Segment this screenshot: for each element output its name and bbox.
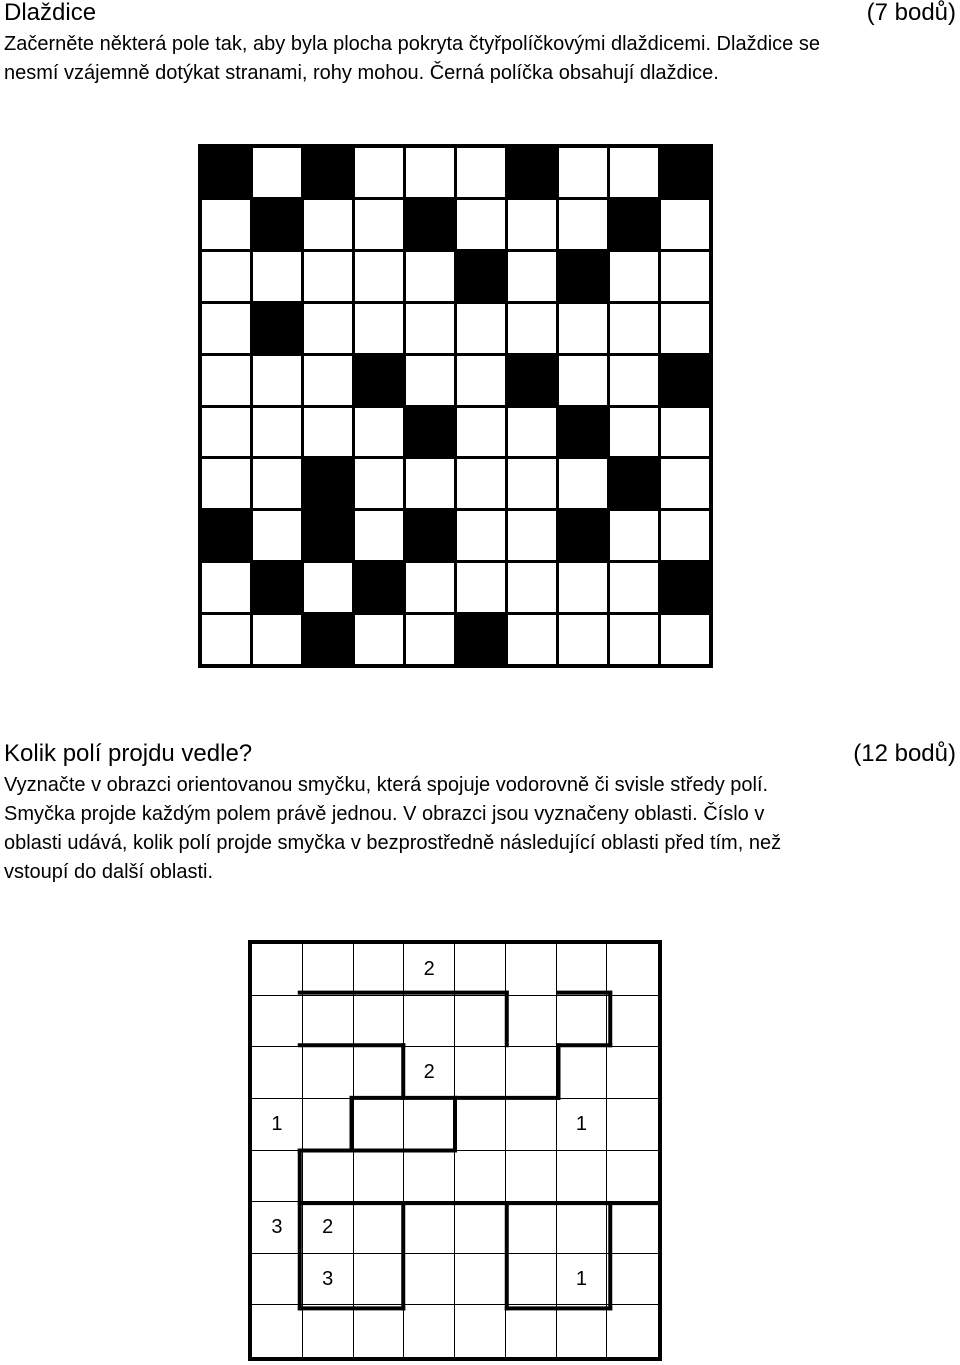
white-cell[interactable]	[202, 304, 250, 353]
white-cell[interactable]	[304, 304, 352, 353]
white-cell[interactable]	[508, 200, 556, 249]
loop-cell[interactable]	[557, 1099, 608, 1151]
loop-cell[interactable]	[557, 996, 608, 1048]
loop-cell[interactable]	[506, 1254, 557, 1306]
region-number: 2	[423, 957, 435, 980]
white-cell[interactable]	[610, 563, 658, 612]
loop-cell[interactable]	[252, 1151, 303, 1203]
white-cell[interactable]	[355, 408, 403, 457]
black-cell[interactable]	[406, 511, 454, 560]
white-cell[interactable]	[610, 252, 658, 301]
white-cell[interactable]	[355, 615, 403, 664]
loop-cell[interactable]	[252, 1305, 303, 1357]
loop-cell[interactable]	[455, 1047, 506, 1099]
section2-text-line: Vyznačte v obrazci orientovanou smyčku, která spojuje vodorovně či svisle středy polí.	[4, 774, 769, 796]
white-cell[interactable]	[202, 615, 250, 664]
black-cell[interactable]	[559, 252, 607, 301]
loop-cell[interactable]	[354, 996, 405, 1048]
loop-cell[interactable]	[506, 996, 557, 1048]
white-cell[interactable]	[457, 563, 505, 612]
loop-cell[interactable]	[607, 1151, 658, 1203]
white-cell[interactable]	[253, 615, 301, 664]
loop-cell[interactable]	[404, 1151, 455, 1203]
loop-cell[interactable]	[354, 1151, 405, 1203]
white-cell[interactable]	[406, 615, 454, 664]
loop-cell[interactable]	[455, 1254, 506, 1306]
black-cell[interactable]	[304, 615, 352, 664]
black-cell[interactable]	[355, 356, 403, 405]
loop-puzzle-grid	[248, 940, 662, 1361]
black-cell[interactable]	[661, 563, 709, 612]
loop-cell[interactable]	[557, 944, 608, 996]
loop-cell[interactable]	[404, 1305, 455, 1357]
white-cell[interactable]	[457, 148, 505, 197]
white-cell[interactable]	[406, 304, 454, 353]
white-cell[interactable]	[508, 615, 556, 664]
region-number: 1	[575, 1267, 587, 1290]
white-cell[interactable]	[610, 304, 658, 353]
white-cell[interactable]	[355, 459, 403, 508]
white-cell[interactable]	[304, 356, 352, 405]
black-cell[interactable]	[253, 304, 301, 353]
white-cell[interactable]	[610, 615, 658, 664]
loop-cell[interactable]	[252, 996, 303, 1048]
loop-cell[interactable]	[506, 1151, 557, 1203]
loop-cell[interactable]	[506, 1305, 557, 1357]
black-cell[interactable]	[559, 408, 607, 457]
white-cell[interactable]	[406, 252, 454, 301]
loop-cell[interactable]	[404, 996, 455, 1048]
white-cell[interactable]	[457, 408, 505, 457]
white-cell[interactable]	[610, 356, 658, 405]
white-cell[interactable]	[355, 252, 403, 301]
loop-cell[interactable]	[607, 1202, 658, 1254]
loop-cell[interactable]	[354, 1202, 405, 1254]
black-cell[interactable]	[610, 200, 658, 249]
black-cell[interactable]	[457, 615, 505, 664]
white-cell[interactable]	[304, 200, 352, 249]
white-cell[interactable]	[355, 304, 403, 353]
loop-cell[interactable]	[404, 944, 455, 996]
white-cell[interactable]	[202, 356, 250, 405]
black-cell[interactable]	[202, 511, 250, 560]
white-cell[interactable]	[202, 252, 250, 301]
section1-title: Dlaždice	[4, 0, 97, 26]
white-cell[interactable]	[457, 304, 505, 353]
region-number: 2	[423, 1061, 435, 1084]
loop-cell[interactable]	[303, 944, 354, 996]
black-cell[interactable]	[508, 356, 556, 405]
white-cell[interactable]	[457, 459, 505, 508]
black-cell[interactable]	[559, 511, 607, 560]
loop-cell[interactable]	[506, 944, 557, 996]
black-cell[interactable]	[253, 200, 301, 249]
white-cell[interactable]	[661, 459, 709, 508]
black-cell[interactable]	[406, 200, 454, 249]
white-cell[interactable]	[304, 408, 352, 457]
white-cell[interactable]	[457, 511, 505, 560]
loop-cell[interactable]	[557, 1254, 608, 1306]
loop-cell[interactable]	[607, 1305, 658, 1357]
loop-cell[interactable]	[607, 1254, 658, 1306]
section2-description	[4, 771, 781, 887]
black-cell[interactable]	[304, 459, 352, 508]
section2-title: Kolik polí projdu vedle?	[4, 740, 253, 767]
loop-cell[interactable]	[303, 1047, 354, 1099]
section2-text-line: vstoupí do další oblasti.	[4, 861, 214, 883]
white-cell[interactable]	[559, 563, 607, 612]
section1-text-line: Začerněte některá pole tak, aby byla plocha pokryta čtyřpolíčkovými dlaždicemi. Dlaždice se	[4, 33, 820, 55]
black-cell[interactable]	[661, 148, 709, 197]
loop-cell[interactable]	[303, 1254, 354, 1306]
white-cell[interactable]	[457, 356, 505, 405]
white-cell[interactable]	[508, 511, 556, 560]
white-cell[interactable]	[559, 615, 607, 664]
section1-heading	[4, 0, 956, 27]
loop-cell[interactable]	[404, 1047, 455, 1099]
loop-cell[interactable]	[303, 1151, 354, 1203]
white-cell[interactable]	[661, 511, 709, 560]
loop-cell[interactable]	[354, 1099, 405, 1151]
loop-cell[interactable]	[354, 1254, 405, 1306]
white-cell[interactable]	[559, 459, 607, 508]
region-number: 2	[322, 1215, 334, 1238]
loop-cell[interactable]	[455, 1099, 506, 1151]
loop-cell[interactable]	[506, 1099, 557, 1151]
white-cell[interactable]	[610, 408, 658, 457]
black-cell[interactable]	[202, 148, 250, 197]
section1-text-line: nesmí vzájemně dotýkat stranami, rohy mohou. Černá políčka obsahují dlaždice.	[4, 62, 719, 84]
black-cell[interactable]	[355, 563, 403, 612]
loop-cell[interactable]	[455, 1151, 506, 1203]
loop-cell[interactable]	[252, 1202, 303, 1254]
loop-cell[interactable]	[607, 1099, 658, 1151]
loop-cell[interactable]	[252, 1099, 303, 1151]
black-cell[interactable]	[457, 252, 505, 301]
loop-cell[interactable]	[557, 1305, 608, 1357]
black-cell[interactable]	[304, 511, 352, 560]
white-cell[interactable]	[559, 148, 607, 197]
loop-cell[interactable]	[557, 1202, 608, 1254]
white-cell[interactable]	[253, 408, 301, 457]
white-cell[interactable]	[559, 356, 607, 405]
loop-cell[interactable]	[404, 1099, 455, 1151]
loop-cell[interactable]	[506, 1047, 557, 1099]
section1-description	[4, 30, 820, 88]
loop-cell[interactable]	[354, 1305, 405, 1357]
region-number: 1	[575, 1112, 587, 1135]
loop-cell[interactable]	[455, 1305, 506, 1357]
white-cell[interactable]	[457, 200, 505, 249]
white-cell[interactable]	[304, 252, 352, 301]
region-number: 3	[322, 1267, 334, 1290]
white-cell[interactable]	[406, 459, 454, 508]
loop-cell[interactable]	[303, 1305, 354, 1357]
white-cell[interactable]	[406, 356, 454, 405]
loop-cell[interactable]	[607, 1047, 658, 1099]
loop-cell[interactable]	[252, 1254, 303, 1306]
white-cell[interactable]	[253, 252, 301, 301]
black-cell[interactable]	[661, 356, 709, 405]
loop-cell[interactable]	[252, 1047, 303, 1099]
white-cell[interactable]	[202, 563, 250, 612]
white-cell[interactable]	[661, 615, 709, 664]
white-cell[interactable]	[508, 304, 556, 353]
white-cell[interactable]	[661, 252, 709, 301]
white-cell[interactable]	[202, 408, 250, 457]
black-cell[interactable]	[304, 148, 352, 197]
loop-cell[interactable]	[607, 996, 658, 1048]
black-cell[interactable]	[610, 459, 658, 508]
section2-text-line: oblasti udává, kolik polí projde smyčka v bezprostředně následující oblasti před tím, než	[4, 832, 782, 854]
loop-cell[interactable]	[303, 1099, 354, 1151]
black-cell[interactable]	[406, 408, 454, 457]
white-cell[interactable]	[406, 148, 454, 197]
loop-cell[interactable]	[607, 944, 658, 996]
section1-points: (7 bodů)	[866, 0, 956, 26]
white-cell[interactable]	[304, 563, 352, 612]
tiles-puzzle-grid	[198, 144, 713, 668]
loop-cell[interactable]	[354, 1047, 405, 1099]
white-cell[interactable]	[253, 511, 301, 560]
loop-cell[interactable]	[455, 1202, 506, 1254]
white-cell[interactable]	[508, 563, 556, 612]
region-number: 1	[271, 1112, 283, 1135]
white-cell[interactable]	[661, 408, 709, 457]
black-cell[interactable]	[253, 563, 301, 612]
white-cell[interactable]	[508, 252, 556, 301]
white-cell[interactable]	[559, 200, 607, 249]
loop-cell[interactable]	[557, 1047, 608, 1099]
white-cell[interactable]	[559, 304, 607, 353]
white-cell[interactable]	[355, 511, 403, 560]
white-cell[interactable]	[508, 408, 556, 457]
white-cell[interactable]	[202, 459, 250, 508]
white-cell[interactable]	[355, 148, 403, 197]
region-number: 3	[271, 1215, 283, 1238]
white-cell[interactable]	[202, 200, 250, 249]
white-cell[interactable]	[253, 459, 301, 508]
loop-cell[interactable]	[252, 944, 303, 996]
white-cell[interactable]	[661, 200, 709, 249]
loop-cell[interactable]	[557, 1151, 608, 1203]
white-cell[interactable]	[508, 459, 556, 508]
white-cell[interactable]	[355, 200, 403, 249]
loop-cell[interactable]	[404, 1202, 455, 1254]
white-cell[interactable]	[610, 511, 658, 560]
loop-cell[interactable]	[404, 1254, 455, 1306]
loop-cell[interactable]	[354, 944, 405, 996]
section2-text-line: Smyčka projde každým polem právě jednou. V obrazci jsou vyznačeny oblasti. Číslo v	[4, 803, 765, 825]
white-cell[interactable]	[661, 304, 709, 353]
black-cell[interactable]	[508, 148, 556, 197]
loop-cell[interactable]	[303, 996, 354, 1048]
section2-heading	[4, 740, 956, 768]
loop-cell[interactable]	[455, 996, 506, 1048]
white-cell[interactable]	[253, 148, 301, 197]
white-cell[interactable]	[406, 563, 454, 612]
white-cell[interactable]	[610, 148, 658, 197]
loop-cell[interactable]	[303, 1202, 354, 1254]
section2-points: (12 bodů)	[853, 740, 956, 767]
loop-cell[interactable]	[506, 1202, 557, 1254]
white-cell[interactable]	[253, 356, 301, 405]
loop-cell[interactable]	[455, 944, 506, 996]
